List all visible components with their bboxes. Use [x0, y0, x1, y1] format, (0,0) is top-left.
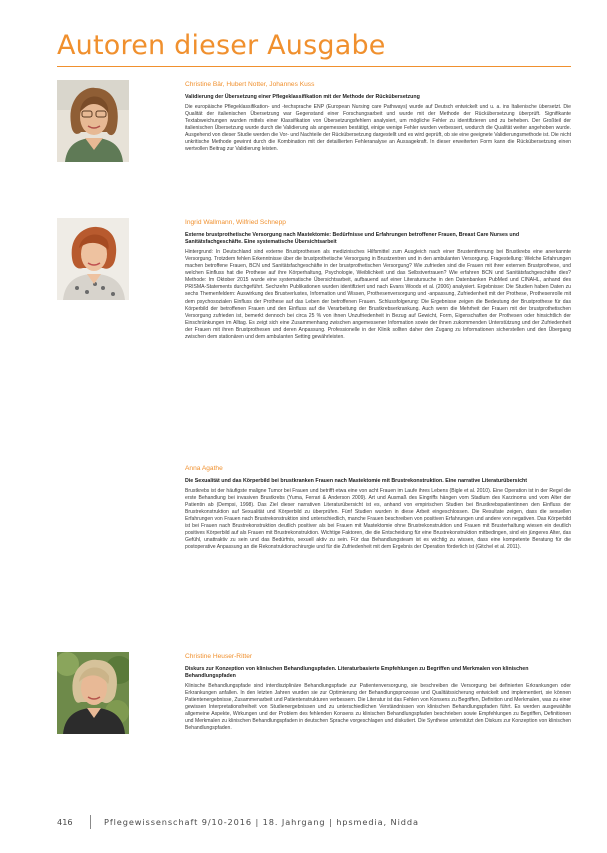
article-title: Diskurs zur Konzeption von klinischen Behandlungspfaden. Literaturbasierte Empfehlungen zu Begriffen und Merkmalen von klinischen Behandlungspfaden	[185, 666, 529, 680]
article-title: Externe brustprothetische Versorgung nach Mastektomie: Bedürfnisse und Erfahrungen betroffener Frauen, Breast Care Nurses und Sanitätsfachgeschäfte. Eine systematische Übersichtsarbeit	[185, 232, 520, 246]
article-title: Validierung der Übersetzung einer Pflegeklassifikation mit der Methode der Rückübersetzung	[185, 94, 420, 100]
footer-divider	[90, 815, 91, 829]
page-footer	[57, 817, 571, 831]
footer-publication-info: Pflegewissenschaft 9/10-2016 | 18. Jahrgang | hpsmedia, Nidda	[104, 817, 419, 827]
author-photo	[57, 218, 129, 300]
article-abstract: Brustkrebs ist der häufigste maligne Tumor bei Frauen und betrifft etwa eine von acht Frauen im Laufe ihres Lebens (Bigle et al. 2010). Eine Operation ist in der Regel die erste Behandlung bei invasiven Brustkrebs (Yuma, Ferrari & Anderson 2009). Art und Ausmaß des Eingriffs hängen vom Stadium des Karzinoms und vom Alter der Patientin ab (Dempsi, 1998). Das Ziel dieser narrativen Literaturübersicht ist es, anhand von empirischen Studien bei Brustkrebspatientinnen den Einfluss der Brustrekonstruktion auf Sexualität und Körperbild zu überprüfen. Fünf Studien wurden in diese Arbeit eingeschlossen. Die Resultate zeigen, dass die sexuellen Erfahrungen von Frauen nach Brustrekonstruktion sind unterschiedlich, manche Frauen beschreiben von positiven Erfahrungen und andere von negativen. Das Körperbild ist bei Frauen nach Brustrekonstruktion deutlich positiver als bei Frauen mit Mastektomie ohne Brustrekonstruktion und Frauen mit Brusterhaltung wiesen ein deutlich positives Körperbild auf als Frauen mit Brustrekonstruktion. Wichtige Faktoren, die die Entscheidung für eine Brustrekonstruktion mitbedingen, sind ein jüngeres Alter, das Gefühl, unattraktiv zu sein und das Bedürfnis, sexuell aktiv zu sein. Für das Behandlungsteam ist es wichtig zu wissen, dass eine kompetente Beratung für die postoperative Anpassung an die Rekonstruktionschirurgie und für die Zufriedenheit mit dem Ergebnis der Operation förderlich ist (Gitchel et al. 2011).	[185, 488, 571, 551]
page-number: 416	[57, 817, 73, 827]
article-abstract: Die europäische Pflegeklassifikation- und -techsprache ENP (European Nursing care Pathways) wurde auf Deutsch entwickelt und u. a. ins Italienische übersetzt. Die Qualität der italienischen Übersetzung war Gegenstand einer Forschungsarbeit und wurde mit der Methode der Rückübersetzung überprüft. Signifikante Textabweichungen wurden mittels einer Klassifikation von Übersetzungsfehlern analysiert, um mögliche Fehler zu identifizieren und zu beheben. Der Großteil der italienischen Übersetzung wurde durch die Validierung als angemessen bestätigt, einige wenige Fehler wurden verbessert, wodurch die Qualität weiter angehoben wurde. Ausgehend von dieser Studie werden die Vor- und Nachteile der Rückübersetzung dargestellt und es wird geprüft, ob sie eine geeignete Validierungsmethode ist. Die nicht unkritische Methode gewinnt durch die Kombination mit der detaillierten Fehleranalyse an Aussagekraft. In dieser erweiterten Form kann die Rückübersetzung einen wertvollen Beitrag zur Validierung leisten.	[185, 104, 571, 153]
article-abstract: Hintergrund: In Deutschland sind externe Brustprothesen als medizinisches Hilfsmittel zum Ausgleich nach einer Brustentfernung bei Brustkrebs eine anerkannte Versorgung. Trotzdem fehlen Erkenntnisse über die brustprothetische Versorgung in Brustzentren und in den ambulanten Versorgung. Fragestellung: Welche Erfahrungen machen betroffene Frauen, BCN und Sanitätsfachgeschäfte in der brustprothetischen Versorgung? Wie zufrieden sind die Frauen mit ihrer externen Brustprothese, und welchen Einfluss hat die Prothese auf ihre Körperhaltung, Psychologie, Weiblichkeit und das Selbstvertrauen? Wie erfahren BCN und Sanitätsfachgeschäfte dies? Methode: Im Oktober 2015 wurde eine systematische Übersichtsarbeit, aufbauend auf einer Literatursuche in den Datenbanken PubMed und CINAHL, anhand des PRISMA-Statements durchgeführt. Sechzehn Publikationen wurden identifiziert und nach Evans Woods et al. (2006) analysiert. Ergebnisse: Die Studien haben Daten zu sechs Themenfeldern: Auswirkung des Brustverlustes, Information und Wissen, Prothesenversorgung und -anpassung, Zufriedenheit mit der Prothese, Prothesenrolle mit dem psychosozialen Einfluss der Prothese auf das Leben der betroffenen Frauen. Schlussfolgerung: Die Ergebnisse zeigen die Bedeutung der Brustprothese für das Körperbild der betroffenen Frauen und den Einfluss auf die Verarbeitung der Brustkrebserkrankung. Auch wenn die Mehrheit der Frauen mit der brustprothetischen Versorgung zufrieden ist, bemerkt dennoch bei circa 25 % von ihnen Unzufriedenheit in Bezug auf Gewicht, Form, Eigenschaften der Prothesen oder hinsichtlich der Einschränkungen im Alltag. Es zeigt sich eine Zusammenhang zwischen angemessener Information sowie der ihnen zukommenden Unterstützung und der Zufriedenheit der Frauen mit ihren Brustprothesen und deren Anpassung. Professionelle in der Klinik sollten daher den Zugang zu Informationen sicherstellen und den Übergang zwischen dem stationären und dem ambulanten Setting gewährleisten.	[185, 249, 571, 340]
article-abstract: Klinische Behandlungspfade sind interdisziplinäre Behandlungspfade zur Patientenversorgung, sie beschreiben die Versorgung bei definierten Erkrankungen oder Erkrankungen anfallen. In den letzten Jahren wurden sie zur Optimierung der Behandlungsprozesse und Qualitätssicherung entwickelt und implementiert, sie können Patientenergebnisse, Zusammenarbeit und Patientenstrukturen verbessern. Die Literatur ist das Fehlen von Konsens zu Begriffen, Definition und Merkmalen, was zu einer gewissen Interpretationsfreiheit von Studienergebnissen und zu unterschiedlichen Verständnissen von klinischen Behandlungspfaden führt. Es werden ausgewählte allgemeine Aspekte, Wirkungen und der Problem des fehlenden Konsens zu klinischen Behandlungspfaden beschrieben sowie Empfehlungen zu Begriffen, Definitionen und Merkmalen zu klinischen Behandlungspfaden in deutschen Sprache vorgeschlagen und diskutiert. Die Synthese unterstützt den Diskurs zur Konzeption von klinischen Behandlungspfaden.	[185, 683, 571, 732]
author-names: Ingrid Wallmann, Wilfried Schnepp	[185, 219, 286, 226]
page-title: Autoren dieser Ausgabe	[57, 30, 386, 61]
author-names: Christine Heuser-Ritter	[185, 653, 253, 660]
author-photo	[57, 80, 129, 162]
article-title: Die Sexualität und das Körperbild bei brustkranken Frauen nach Mastektomie mit Brustrekonstruktion. Eine narrative Literaturübersicht	[185, 478, 528, 484]
author-names: Christine Bär, Hubert Notter, Johannes Kuss	[185, 81, 315, 88]
author-photo	[57, 652, 129, 734]
title-rule	[57, 66, 571, 67]
author-names: Anna Agathe	[185, 465, 223, 472]
